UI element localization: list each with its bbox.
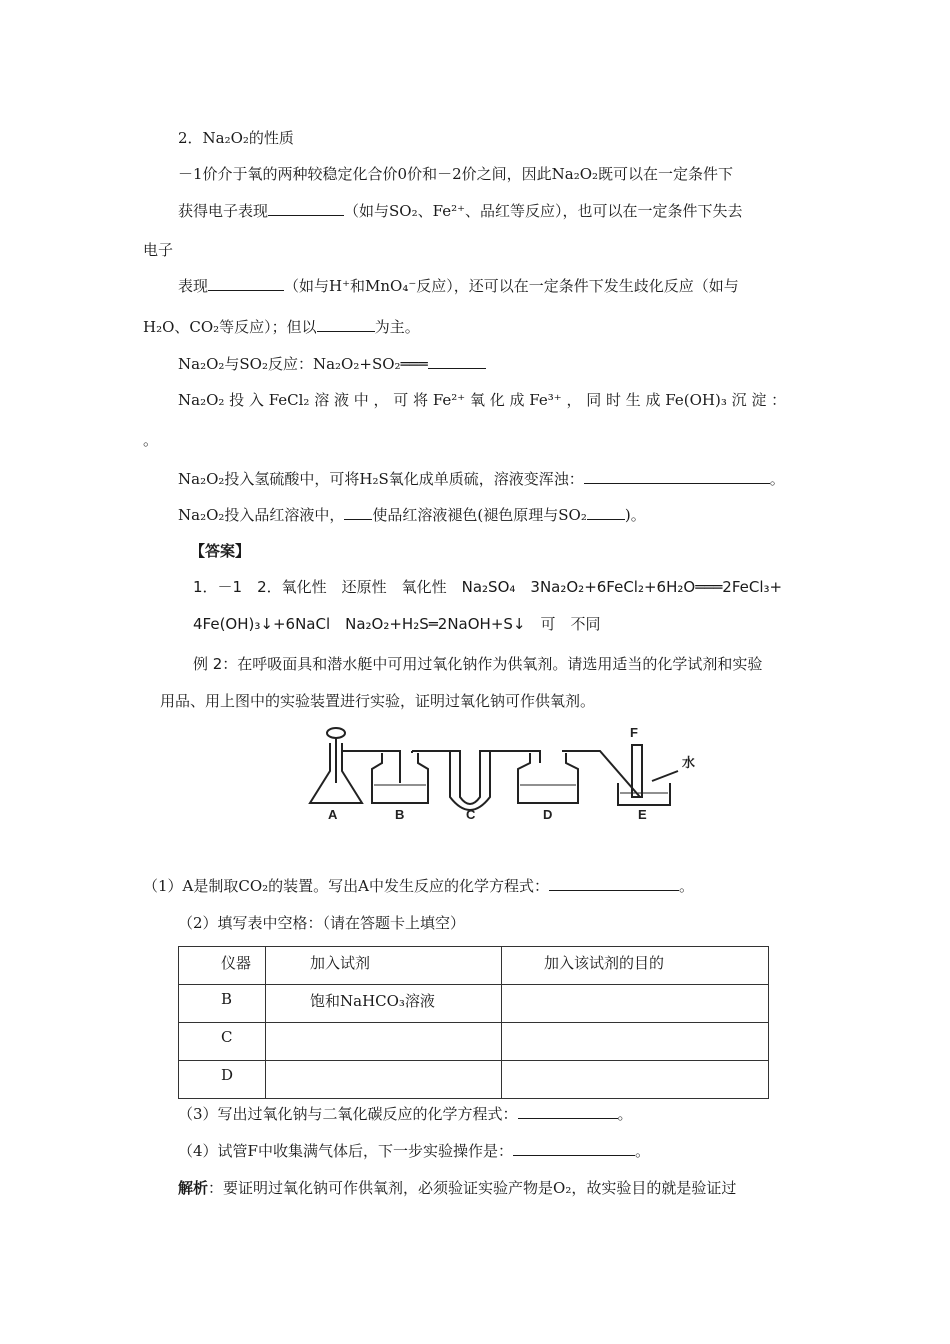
paragraph-text: 获得电子表现 <box>178 202 269 220</box>
question-text: 。 <box>617 1105 633 1123</box>
table-row <box>179 1061 769 1099</box>
table-header: 仪器 <box>179 947 266 985</box>
example-line-1: 例 2：在呼吸面具和潜水艇中可用过氧化钠作为供氧剂。请选用适当的化学试剂和实验 <box>193 655 763 673</box>
label-f: F <box>630 725 638 740</box>
question-1 <box>143 876 694 896</box>
question-text: 。 <box>634 1142 650 1160</box>
question-3 <box>178 1104 633 1124</box>
label-c: C <box>466 807 476 822</box>
label-a: A <box>328 807 338 822</box>
paragraph-line-8: 。 <box>143 431 159 449</box>
paragraph-line-7: Na₂O₂ 投 入 FeCl₂ 溶 液 中 ， 可 将 Fe²⁺ 氧 化 成 Fe³⁺ ， 同 时 生 成 Fe(OH)₃ 沉 淀 ： <box>178 391 787 409</box>
table-cell[interactable] <box>502 1061 769 1099</box>
answer-line-2: 4Fe(OH)₃↓+6NaCl Na₂O₂+H₂S═2NaOH+S↓ 可 不同 <box>193 615 601 633</box>
paragraph-text: 。 <box>769 470 785 488</box>
paragraph-line-2 <box>178 201 743 221</box>
paragraph-line-5 <box>143 317 420 337</box>
paragraph-line-4 <box>178 276 739 296</box>
question-4 <box>178 1141 650 1161</box>
analysis-text: ：要证明过氧化钠可作供氧剂，必须验证实验产物是O₂，故实验目的就是验证过 <box>208 1179 737 1197</box>
fill-blank[interactable] <box>513 1141 635 1156</box>
paragraph-text: Na₂O₂投入品红溶液中， <box>178 506 345 524</box>
fill-blank[interactable] <box>428 354 486 369</box>
table-cell: B <box>179 985 266 1023</box>
fill-blank[interactable] <box>518 1104 618 1119</box>
bottle-d-icon <box>518 753 578 803</box>
table-cell[interactable] <box>266 1023 502 1061</box>
paragraph-line-10 <box>178 505 646 525</box>
paragraph-line-3: 电子 <box>143 241 174 259</box>
example-line-2: 用品、用上图中的实验装置进行实验，证明过氧化钠可作供氧剂。 <box>160 692 596 710</box>
paragraph-line-1: －1价介于氧的两种较稳定化合价0价和－2价之间，因此Na₂O₂既可以在一定条件下 <box>178 165 734 183</box>
paragraph-text: )。 <box>624 506 646 524</box>
analysis-line <box>178 1178 736 1198</box>
label-b: B <box>395 807 405 822</box>
paragraph-text: 表现 <box>178 277 209 295</box>
paragraph-line-6 <box>178 354 486 374</box>
fill-blank[interactable] <box>317 317 375 332</box>
table-header-row <box>179 947 769 985</box>
analysis-label: 解析 <box>178 1179 209 1197</box>
paragraph-text: （如与SO₂、Fe²⁺、品红等反应），也可以在一定条件下失去 <box>344 202 743 220</box>
paragraph-text: 为主。 <box>374 318 420 336</box>
question-text: （1）A是制取CO₂的装置。写出A中发生反应的化学方程式： <box>143 877 549 895</box>
trough-e-icon <box>618 783 670 805</box>
table-row <box>179 985 769 1023</box>
funnel-icon <box>327 728 345 738</box>
fill-blank[interactable] <box>584 469 770 484</box>
paragraph-line-9 <box>178 469 785 489</box>
label-water: 水 <box>682 755 696 770</box>
question-text: （3）写出过氧化钠与二氧化碳反应的化学方程式： <box>178 1105 518 1123</box>
paragraph-text: 使品红溶液褪色(褪色原理与SO₂ <box>372 506 587 524</box>
question-2: （2）填写表中空格：（请在答题卡上填空） <box>178 914 466 932</box>
paragraph-text: Na₂O₂与SO₂反应：Na₂O₂+SO₂═══ <box>178 355 428 373</box>
reagent-table <box>178 946 769 1099</box>
paragraph-text: （如与H⁺和MnO₄⁻反应），还可以在一定条件下发生歧化反应（如与 <box>284 277 739 295</box>
question-text: （4）试管F中收集满气体后，下一步实验操作是： <box>178 1142 513 1160</box>
label-e: E <box>638 807 647 822</box>
section-heading: 2．Na₂O₂的性质 <box>178 129 294 147</box>
table-cell[interactable] <box>502 985 769 1023</box>
answer-line-1: 1．－1 2．氧化性 还原性 氧化性 Na₂SO₄ 3Na₂O₂+6FeCl₂+6H₂O═══2FeCl₃+ <box>193 578 783 596</box>
answer-label: 【答案】 <box>190 542 251 560</box>
table-cell[interactable] <box>502 1023 769 1061</box>
table-cell[interactable] <box>266 1061 502 1099</box>
fill-blank[interactable] <box>268 201 344 216</box>
table-cell: 饱和NaHCO₃溶液 <box>266 985 502 1023</box>
question-text: 。 <box>679 877 695 895</box>
apparatus-diagram <box>300 723 730 823</box>
fill-blank[interactable] <box>587 505 625 520</box>
fill-blank[interactable] <box>344 505 372 520</box>
table-header: 加入试剂 <box>266 947 502 985</box>
table-cell: D <box>179 1061 266 1099</box>
u-tube-c-icon <box>450 751 490 810</box>
fill-blank[interactable] <box>208 276 284 291</box>
paragraph-text: H₂O、CO₂等反应）；但以 <box>143 318 317 336</box>
paragraph-text: Na₂O₂投入氢硫酸中，可将H₂S氧化成单质硫，溶液变浑浊： <box>178 470 584 488</box>
fill-blank[interactable] <box>549 876 679 891</box>
table-row <box>179 1023 769 1061</box>
label-d: D <box>543 807 553 822</box>
table-cell: C <box>179 1023 266 1061</box>
table-header: 加入该试剂的目的 <box>502 947 769 985</box>
